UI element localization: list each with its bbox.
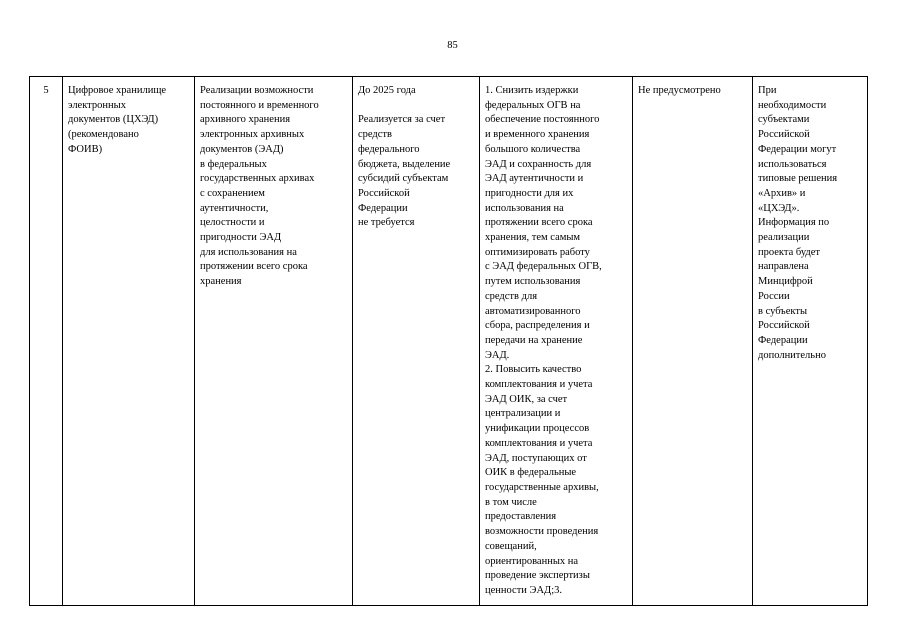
notes-cell: При необходимости субъектами Российской Федерации могут использоваться типовые решения «Архив» и «ЦХЭД». Информация по реализации проекта будет направлена Минцифрой России в субъекты Российской Федерации дополнительно — [753, 77, 868, 606]
expected-effects-cell: 1. Снизить издержки федеральных ОГВ на обеспечение постоянного и временного хранения большого количества ЭАД и сохранность для ЭАД аутентичности и пригодности для их использования на протяжении всего срока хранения, тем самым оптимизировать работу с ЭАД федеральных ОГВ, путем использования средств для автоматизированного сбора, распределения и передачи на хранение ЭАД. 2. Повысить качество комплектования и учета ЭАД ОИК, за счет централизации и унификации процессов комплектования и учета ЭАД, поступающих от ОИК в федеральные государственные архивы, в том числе предоставления возможности проведения совещаний, ориентированных на проведение экспертизы ценности ЭАД;3. — [480, 77, 633, 606]
table-row — [30, 77, 868, 606]
project-goal-cell: Реализации возможности постоянного и временного архивного хранения электронных архивных документов (ЭАД) в федеральных государственных архивах с сохранением аутентичности, целостности и пригодности ЭАД для использования на протяжении всего срока хранения — [195, 77, 353, 606]
project-name-cell: Цифровое хранилище электронных документов (ЦХЭД) (рекомендовано ФОИВ) — [63, 77, 195, 606]
provision-cell: Не предусмотрено — [633, 77, 753, 606]
page-number: 85 — [447, 40, 458, 51]
deadline-funding-cell: До 2025 года Реализуется за счет средств федерального бюджета, выделение субсидий субъектам Российской Федерации не требуется — [353, 77, 480, 606]
project-table — [29, 76, 868, 606]
row-number-cell: 5 — [30, 77, 63, 606]
